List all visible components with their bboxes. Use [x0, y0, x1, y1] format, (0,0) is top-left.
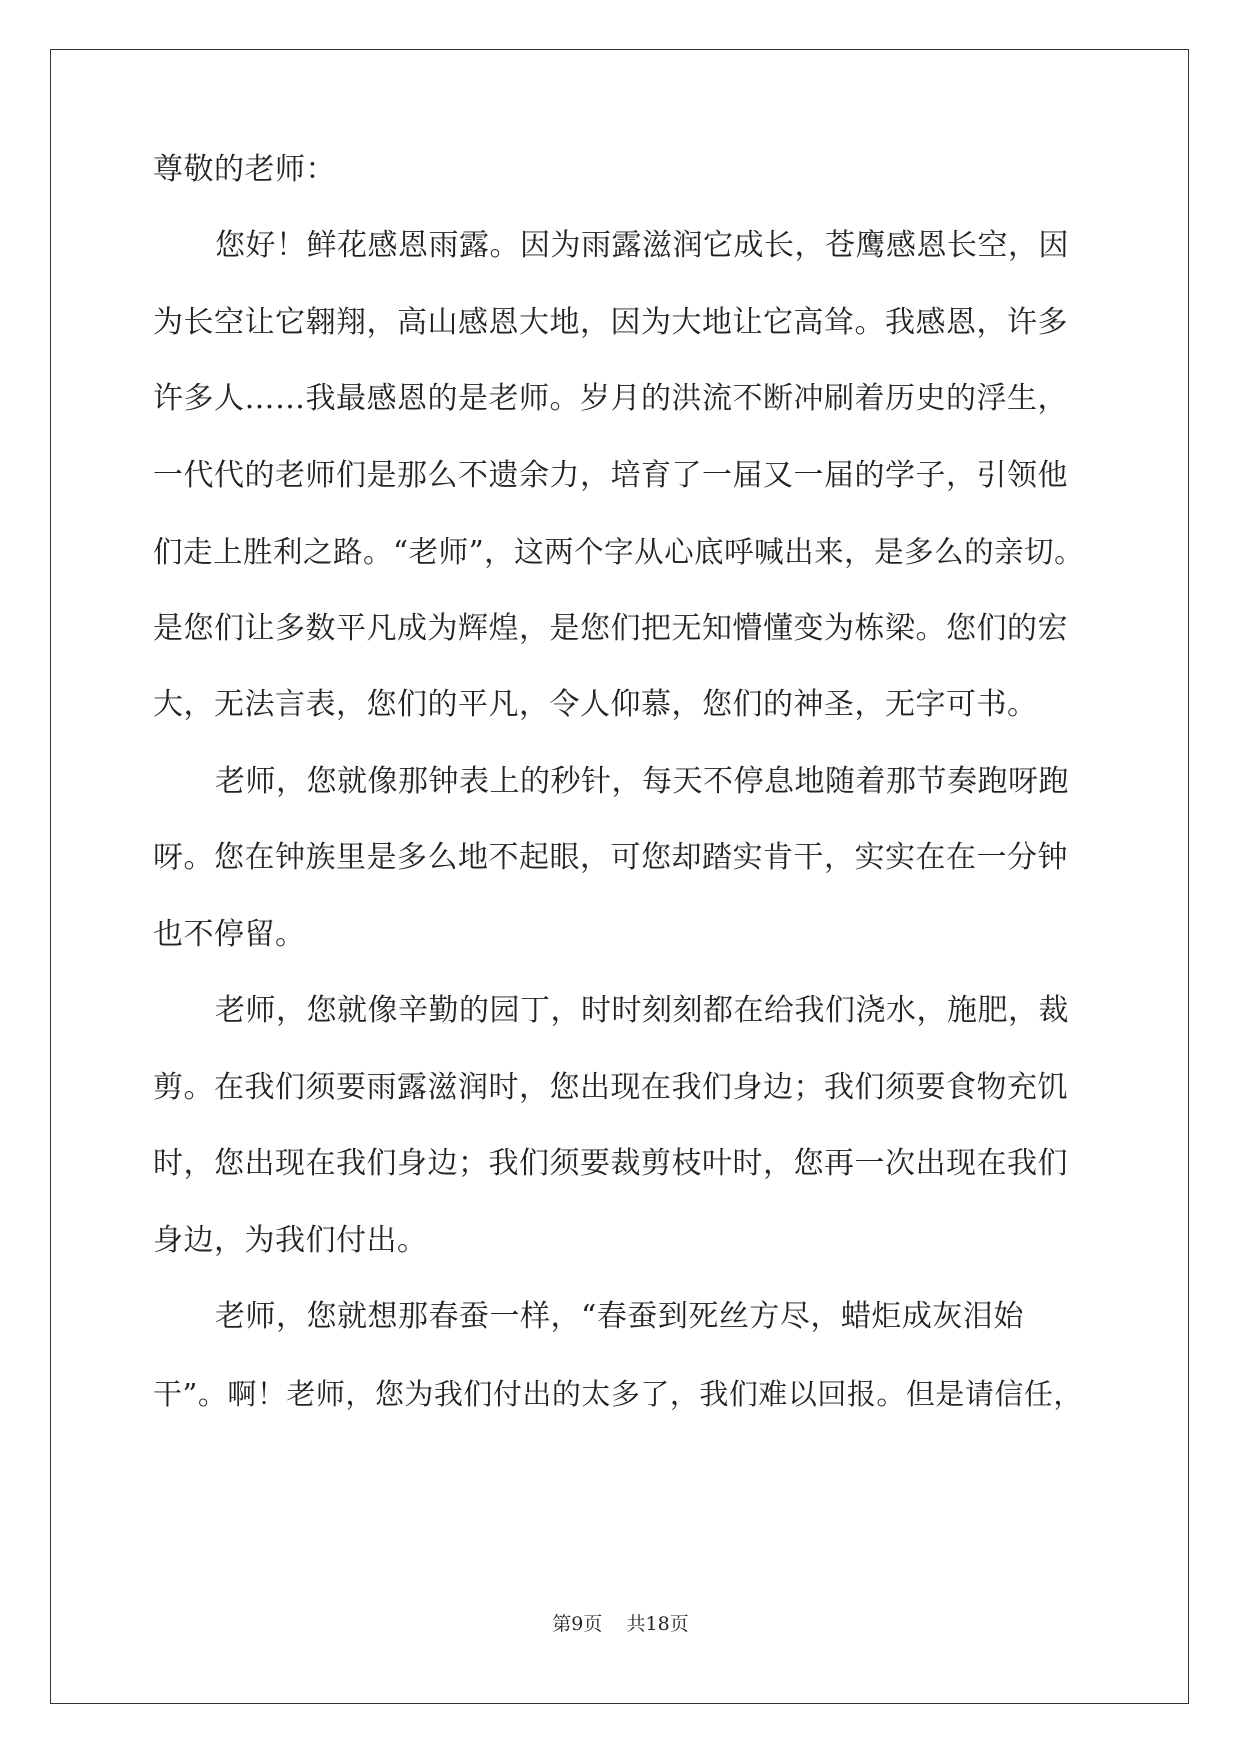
text-line: 时，您出现在我们身边；我们须要裁剪枝叶时，您再一次出现在我们 [153, 1146, 1068, 1181]
text-line: 为长空让它翱翔，高山感恩大地，因为大地让它高耸。我感恩，许多 [153, 305, 1068, 340]
greeting-line: 尊敬的老师： [153, 152, 336, 187]
text-line: 呀。您在钟族里是多么地不起眼，可您却踏实肯干，实实在在一分钟 [153, 840, 1068, 875]
text-line: 也不停留。 [153, 917, 306, 952]
text-line: 剪。在我们须要雨露滋润时，您出现在我们身边；我们须要食物充饥 [153, 1070, 1068, 1105]
page-total: 共18页 [626, 1613, 689, 1635]
page-number: 第9页 [552, 1613, 603, 1635]
text-line: 是您们让多数平凡成为辉煌，是您们把无知懵懂变为栋梁。您们的宏 [153, 611, 1068, 646]
text-line: 干”。啊！老师，您为我们付出的太多了，我们难以回报。但是请信任， [153, 1377, 1083, 1411]
text-line: 老师，您就像那钟表上的秒针，每天不停息地随着那节奏跑呀跑 [215, 764, 1069, 799]
text-line: 大，无法言表，您们的平凡，令人仰慕，您们的神圣，无字可书。 [153, 687, 1038, 722]
page-footer [0, 1612, 1241, 1636]
text-line: 您好！鲜花感恩雨露。因为雨露滋润它成长，苍鹰感恩长空，因 [215, 228, 1069, 263]
text-line: 们走上胜利之路。“老师”，这两个字从心底呼喊出来，是多么的亲切。 [153, 535, 1085, 569]
text-line: 老师，您就想那春蚕一样，“春蚕到死丝方尽，蜡炬成灰泪始 [215, 1299, 1024, 1334]
text-line: 一代代的老师们是那么不遗余力，培育了一届又一届的学子，引领他 [153, 458, 1068, 493]
text-line: 许多人……我最感恩的是老师。岁月的洪流不断冲刷着历史的浮生， [153, 381, 1068, 416]
text-line: 老师，您就像辛勤的园丁，时时刻刻都在给我们浇水，施肥，裁 [215, 993, 1069, 1028]
text-line: 身边，为我们付出。 [153, 1223, 428, 1258]
